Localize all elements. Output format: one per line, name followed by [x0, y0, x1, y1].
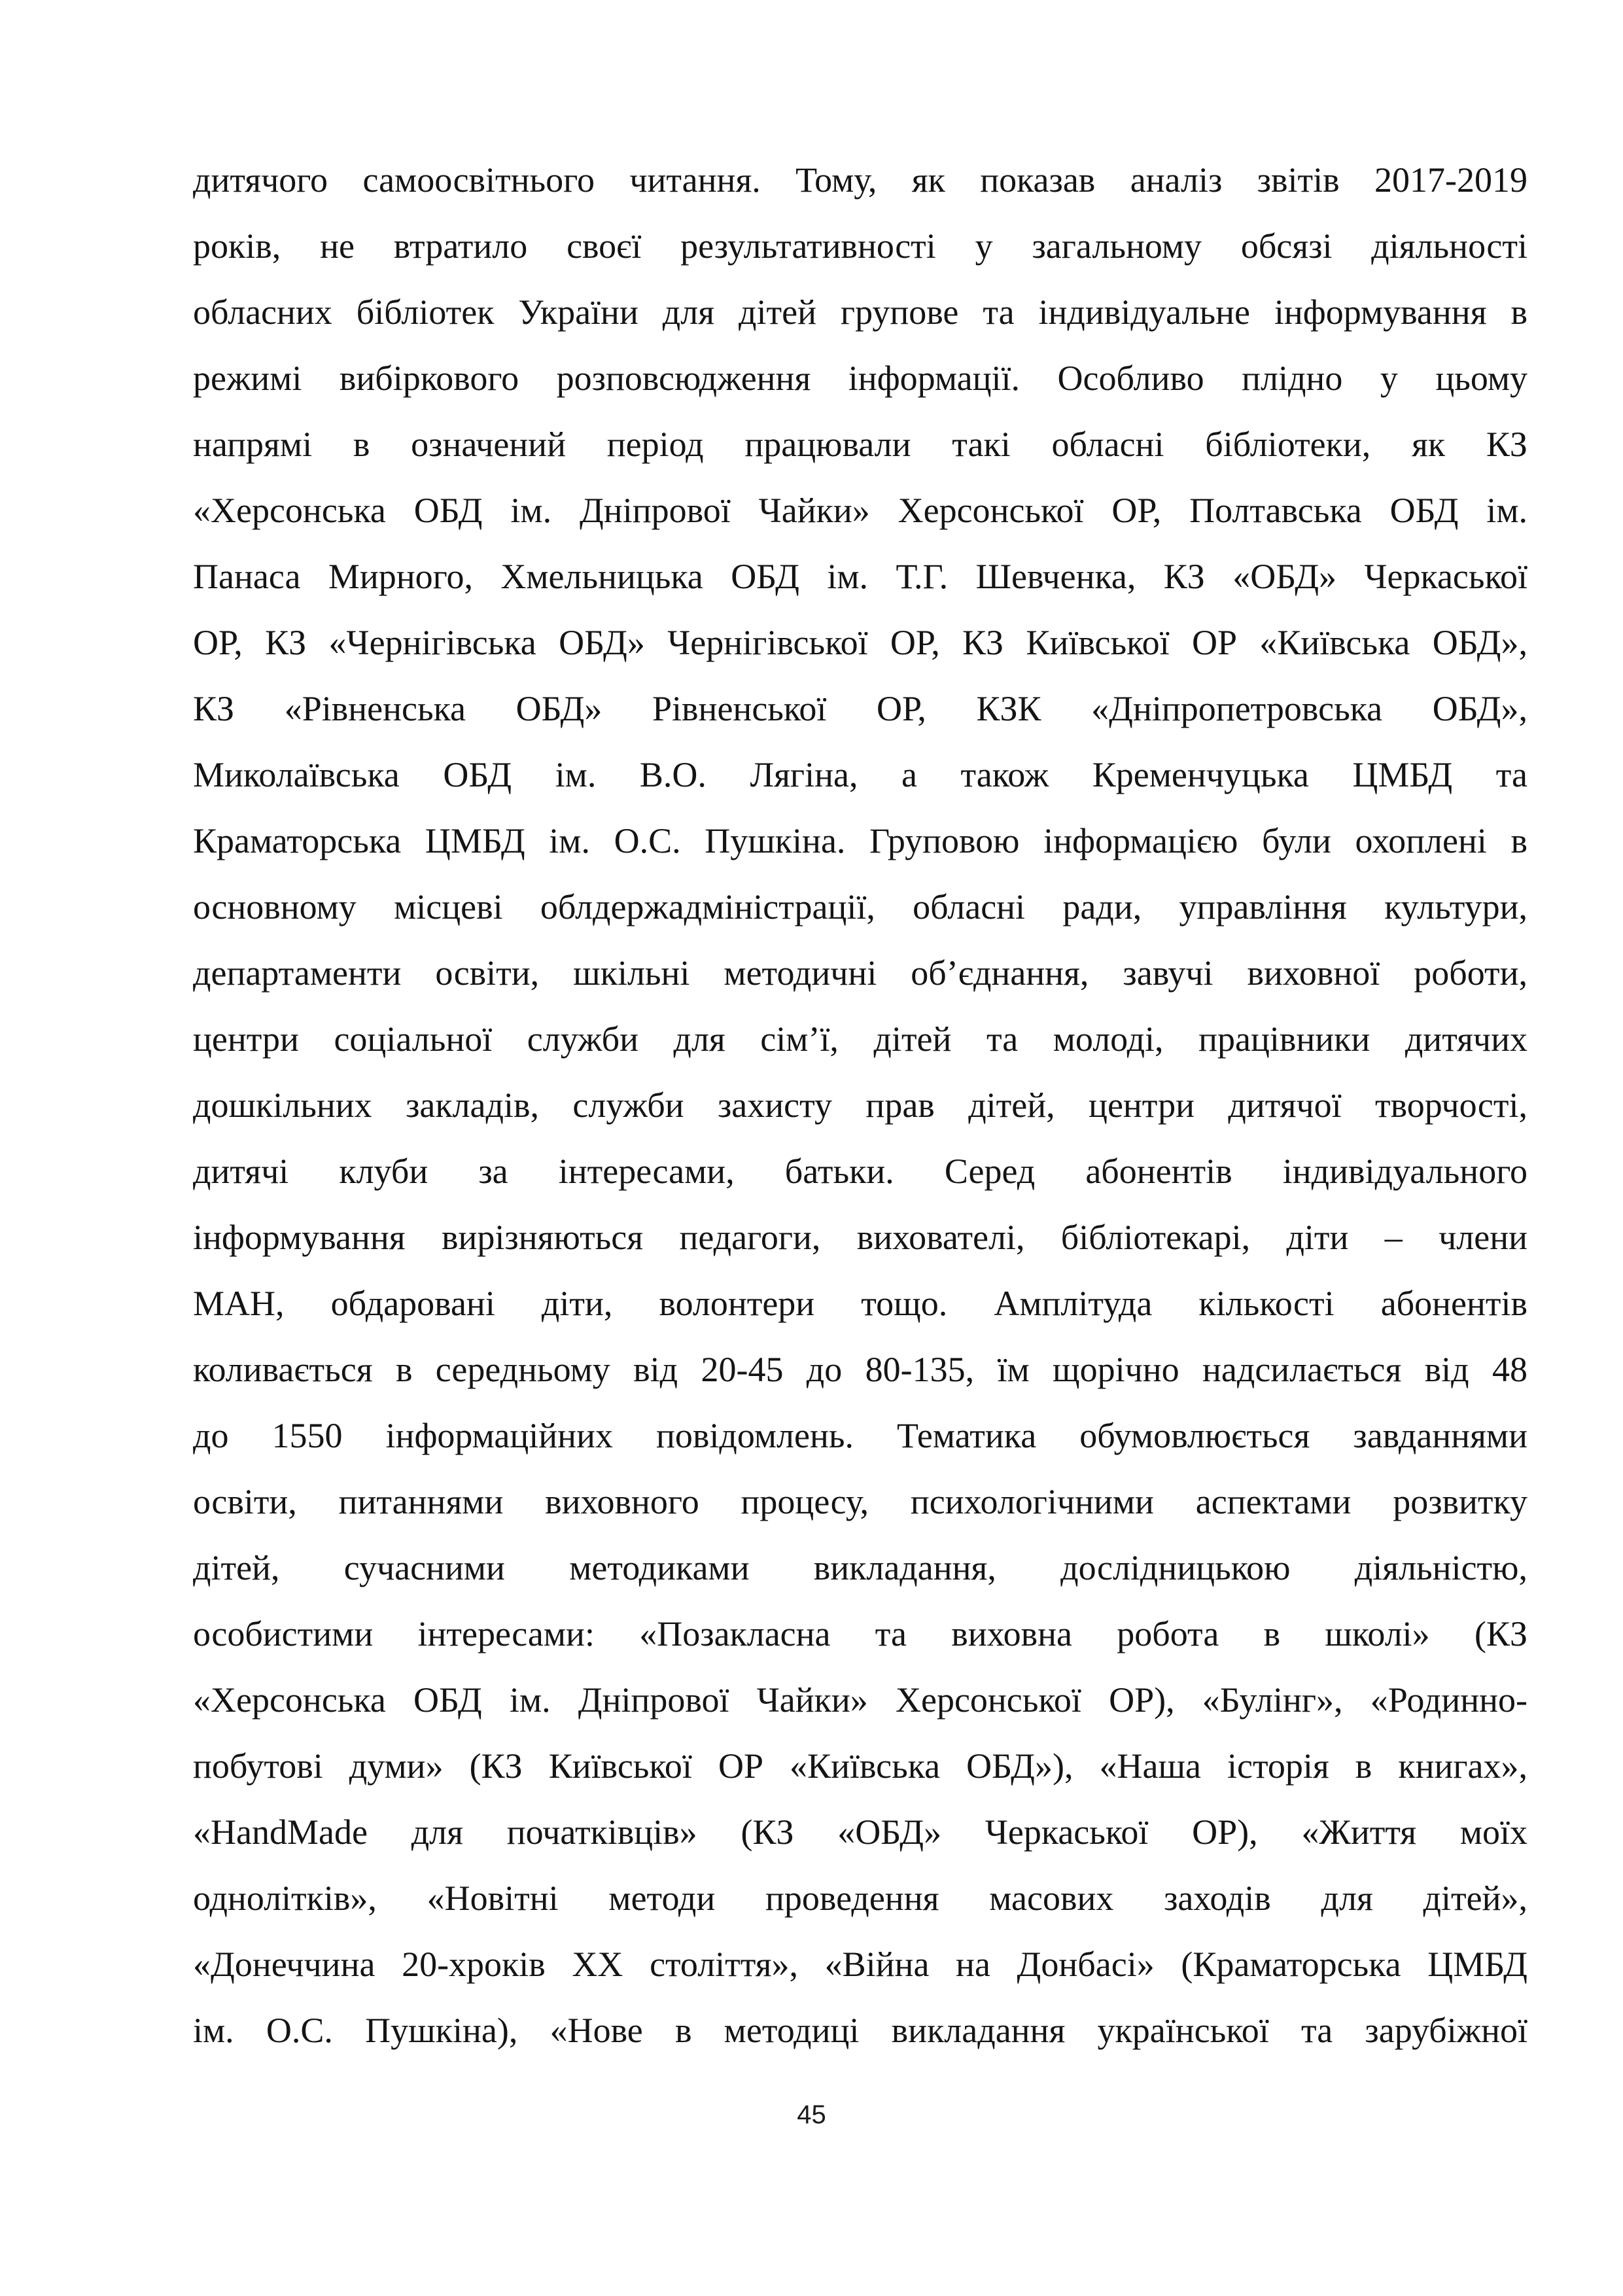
text-line: центри соціальної служби для сім’ї, дітей та молоді, працівники дитячих [193, 1019, 1527, 1059]
text-line: обласних бібліотек України для дітей групове та індивідуальне інформування в [193, 292, 1527, 332]
page-number: 45 [797, 2100, 826, 2129]
text-line: дошкільних закладів, служби захисту прав дітей, центри дитячої творчості, [193, 1086, 1527, 1125]
text-line: «Донеччина 20-хроків ХХ століття», «Війна на Донбасі» (Краматорська ЦМБД [193, 1945, 1527, 1984]
text-line: ОР, КЗ «Чернігівська ОБД» Чернігівської ОР, КЗ Київської ОР «Київська ОБД», [193, 623, 1527, 662]
text-line: побутові думи» (КЗ Київської ОР «Київська ОБД»), «Наша історія в книгах», [193, 1746, 1527, 1786]
text-line: основному місцеві облдержадміністрації, обласні ради, управління культури, [193, 887, 1527, 927]
text-line: напрямі в означений період працювали такі обласні бібліотеки, як КЗ [193, 425, 1527, 464]
text-line: освіти, питаннями виховного процесу, психологічними аспектами розвитку [193, 1482, 1527, 1521]
text-line: Краматорська ЦМБД ім. О.С. Пушкіна. Груповою інформацією були охоплені в [193, 821, 1527, 860]
text-line: дитячі клуби за інтересами, батьки. Серед абонентів індивідуального [193, 1152, 1527, 1191]
text-line: МАН, обдаровані діти, волонтери тощо. Амплітуда кількості абонентів [193, 1284, 1527, 1323]
text-line: інформування вирізняються педагоги, вихователі, бібліотекарі, діти – члени [193, 1218, 1527, 1257]
text-line: дітей, сучасними методиками викладання, дослідницькою діяльністю, [193, 1548, 1527, 1587]
text-line: дитячого самоосвітнього читання. Тому, як показав аналіз звітів 2017-2019 [193, 160, 1527, 200]
text-line: режимі вибіркового розповсюдження інформації. Особливо плідно у цьому [193, 359, 1527, 398]
text-line: Миколаївська ОБД ім. В.О. Лягіна, а також Кременчуцька ЦМБД та [193, 755, 1527, 794]
text-line: коливається в середньому від 20-45 до 80-135, їм щорічно надсилається від 48 [193, 1350, 1527, 1389]
text-line: ім. О.С. Пушкіна), «Нове в методиці викладання української та зарубіжної [193, 2011, 1527, 2050]
text-line: до 1550 інформаційних повідомлень. Тематика обумовлюється завданнями [193, 1416, 1527, 1455]
text-line: департаменти освіти, шкільні методичні об’єднання, завучі виховної роботи, [193, 953, 1527, 993]
text-line: КЗ «Рівненська ОБД» Рівненської ОР, КЗК «Дніпропетровська ОБД», [193, 689, 1527, 728]
text-line: «Херсонська ОБД ім. Дніпрової Чайки» Херсонської ОР), «Булінг», «Родинно- [193, 1680, 1527, 1720]
text-line: «Херсонська ОБД ім. Дніпрової Чайки» Херсонської ОР, Полтавська ОБД ім. [193, 491, 1527, 530]
text-line: «HandMade для початківців» (КЗ «ОБД» Черкаської ОР), «Життя моїх [193, 1812, 1527, 1852]
body-paragraph [193, 147, 1527, 2064]
text-line: років, не втратило своєї результативності у загальному обсязі діяльності [193, 226, 1527, 266]
text-line: особистими інтересами: «Позакласна та виховна робота в школі» (КЗ [193, 1614, 1527, 1653]
text-line: однолітків», «Новітні методи проведення масових заходів для дітей», [193, 1879, 1527, 1918]
text-line: Панаса Мирного, Хмельницька ОБД ім. Т.Г. Шевченка, КЗ «ОБД» Черкаської [193, 557, 1527, 596]
